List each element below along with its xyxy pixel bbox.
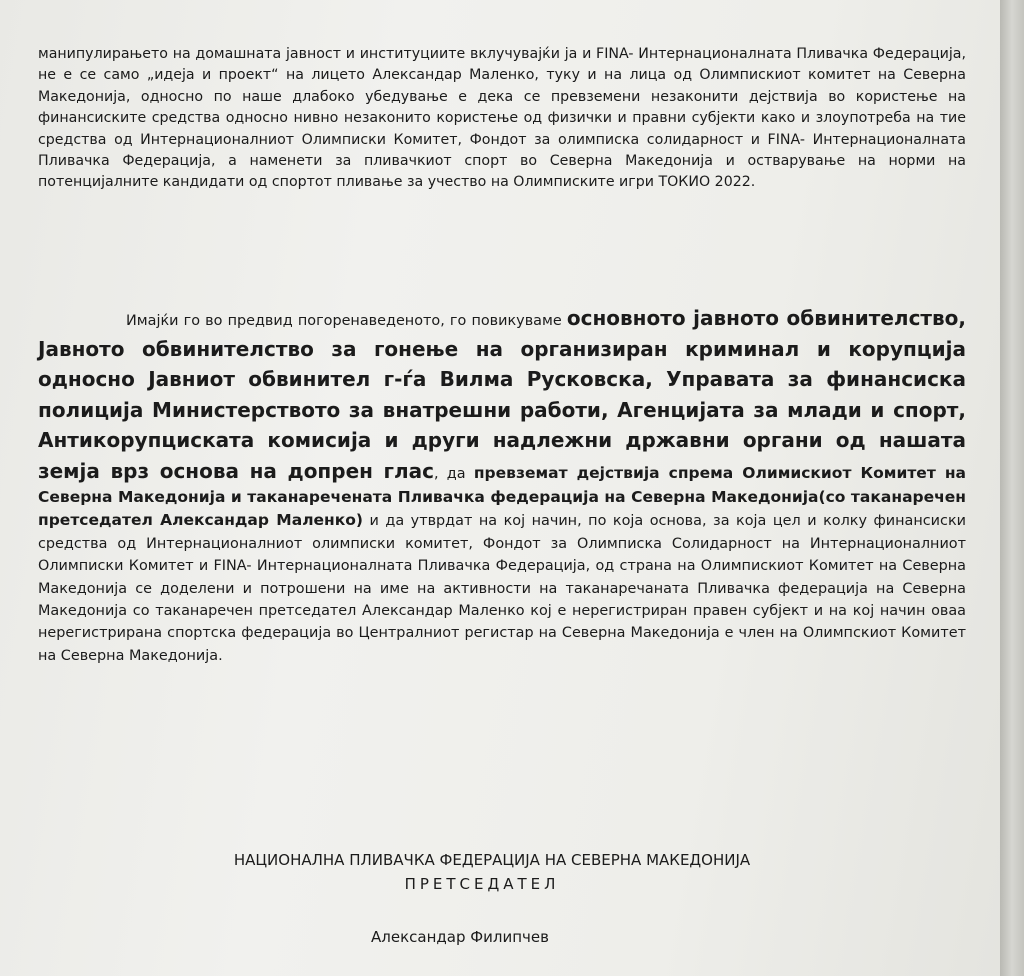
addressees-bold: основното јавното обвинителство, Јавното обвинителство за гонење на организиран криминал и корупција односно Јавниот обвинител г-ѓа Вилма Русковска, Управата за финансиска полиција Министерството за внатрешни работи, Агенцијата за млади и спорт, Антикорупциската комисија и други надлежни државни органи од нашата земја врз основа на допрен глас [38,306,967,483]
paragraph-connector: , да [434,465,466,482]
page-edge-shadow [1000,0,1024,976]
signature-organization: НАЦИОНАЛНА ПЛИВАЧКА ФЕДЕРАЦИЈА НА СЕВЕРНА МАКЕДОНИЈА [233,851,751,869]
request-bold: превземат дејствија спрема Олимискиот Комитет на Северна Македонија и таканаречената Пливачка федерација на Северна Македонија(со таканаречен претседател Александар Маленко) [38,463,967,530]
paragraph-remainder: и да утврдат на кој начин, по која основа, за која цел и колку финансиски средства од Интернационалниот олимписки комитет, Фондот за Олимписка Солидарност на Интернационалниот Олимписки Комитет и FINA- Интернационалната Пливачка Федерација, од страна на Олимпискиот Комитет на Северна Македонија се доделени и потрошени на име на активности на таканаречаната Пливачка федерација на Северна Македонија со таканаречен претседател Александар Маленко кој е нерегистриран правен субјект и на кој начин оваа нерегистрирана спортска федерација во Централниот регистар на Северна Македонија е член на Олимпскиот Комитет на Северна Македонија. [38,513,966,664]
body-paragraph-2 [38,303,966,667]
signature-name: Александар Филипчев [371,928,549,946]
signature-title: ПРЕТСЕДАТЕЛ [404,875,560,893]
paragraph-intro: Имајќи го во предвид погоренаведеното, го повикуваме [126,313,562,329]
body-paragraph-1: манипулирањето на домашната јавност и институциите вклучувајќи ја и FINA- Интернационалната Пливачка Федерација, не е се само „идеја и проект“ на лицето Александар Маленко, туку и на лица од Олимпискиот комитет на Северна Македонија, односно по наше длабоко убедување е дека се превземени незаконити дејствија во користење на финансиските средства односно нивно незаконито користење од физички и правни субјекти како и злоупотреба на тие средства од Интернационалниот Олимписки Комитет, Фондот за олимписка солидарност и FINA- Интернационалната Пливачка Федерација, а наменети за пливачкиот спорт во Северна Македонија и остварување на норми на потенцијалните кандидати од спортот пливање за учество на Олимписките игри ТОКИО 2022. [38,46,966,191]
